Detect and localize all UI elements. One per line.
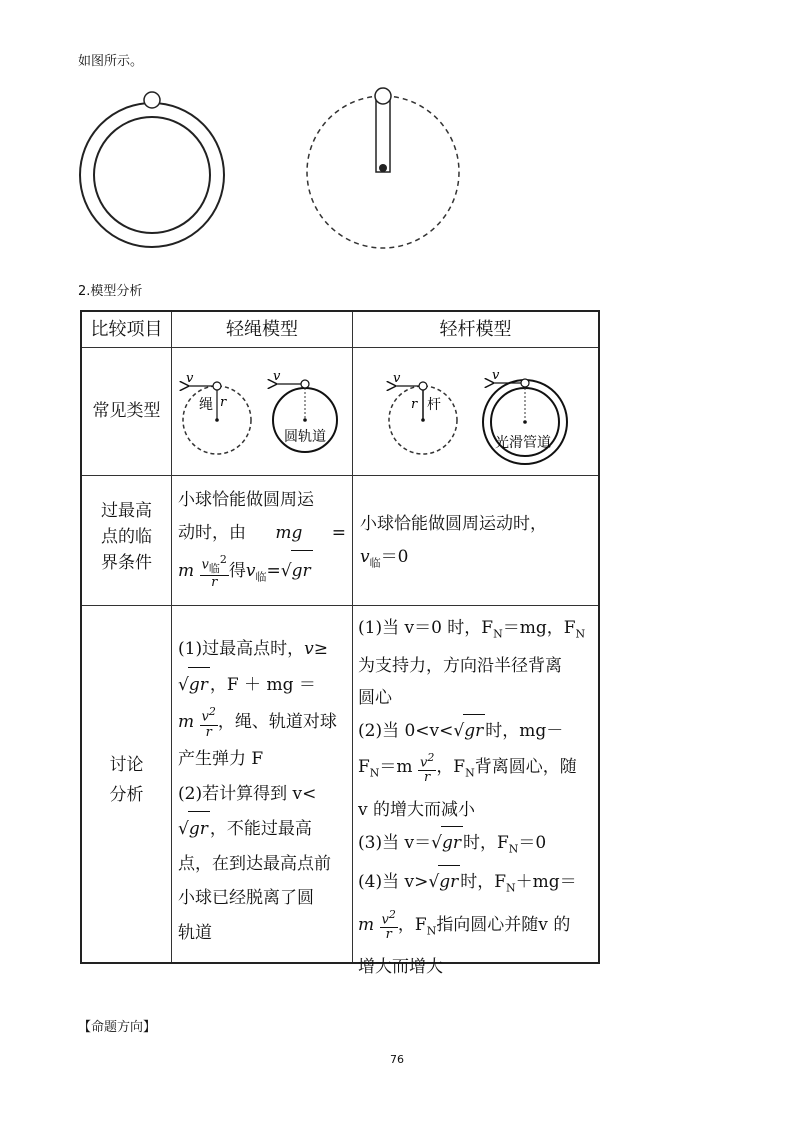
rod-critical-condition: 小球恰能做圆周运动时， $v_临=0$ — [360, 514, 547, 570]
top-figures — [70, 85, 490, 265]
header-compare-item: 比较项目 — [90, 319, 163, 340]
smooth-tube-diagram — [483, 368, 567, 464]
row-label-common-types: 常见类型 — [92, 401, 161, 421]
rope-discussion: (1)过最高点时，v≥ √gr ，F ＋ mg ＝ m $\frac{v^2}{r}$ ，绳、轨道对球 产生弹力 F (2)若计算得到 v< √gr ，不能过最高 点，在到达最高点前 小球已经脱离了圆 轨道 — [178, 639, 337, 943]
tube-label: 光滑管道 — [495, 435, 551, 451]
model-comparison-table — [80, 310, 600, 977]
radius-label: r — [220, 395, 227, 410]
footer-heading: 【命题方向】 — [78, 1020, 157, 1035]
circular-track-diagram — [273, 369, 337, 452]
ball-icon — [144, 92, 160, 108]
velocity-label: v — [273, 369, 281, 384]
velocity-label: v — [393, 371, 401, 386]
rod-model-diagrams — [353, 348, 598, 475]
rod-label: 杆 — [427, 397, 441, 413]
header-rod-model: 轻杆模型 — [439, 319, 512, 340]
rope-model-diagrams — [172, 348, 352, 475]
intro-text: 如图所示。 — [78, 54, 144, 69]
velocity-label: v — [492, 368, 500, 383]
row-label-discussion: 讨论 分析 — [109, 755, 144, 805]
rod-circle-figure — [307, 88, 459, 248]
rod-discussion: (1)当 v＝0 时，$F_N=mg$，$F_N$ 为支持力，方向沿半径背离 圆心 (2)当 0<v<√gr 时，mg－ $F_N=m$ $\frac{v^2}{r}$ ，$F_N$背离圆心，随 v 的增大而减小 (3)当 v＝√gr 时，$F_N=0$ (4)当 v>√gr 时，$F_N+mg=$ m $\frac{v^2}{r}$ ，$F_N$指向圆心并随v 的 增大而增大 — [358, 618, 586, 977]
track-label: 圆轨道 — [284, 429, 326, 445]
section-title: 2.模型分析 — [78, 284, 143, 299]
header-rope-model: 轻绳模型 — [226, 319, 298, 340]
rope-critical-condition: 小球恰能做圆周运 动时，由 mg = m $\frac{v_临^2}{r}$ 得$v_临=√gr$ — [178, 490, 346, 591]
page-number: 76 — [390, 1053, 404, 1066]
rope-label: 绳 — [199, 397, 213, 413]
ball-icon — [375, 88, 391, 104]
rope-diagram — [183, 371, 251, 454]
ring-track-figure — [80, 92, 224, 247]
row-label-critical-condition: 过最高 点的临 界条件 — [101, 501, 152, 573]
rod-diagram — [389, 371, 457, 454]
velocity-label: v — [186, 371, 194, 386]
radius-label: r — [411, 397, 418, 412]
